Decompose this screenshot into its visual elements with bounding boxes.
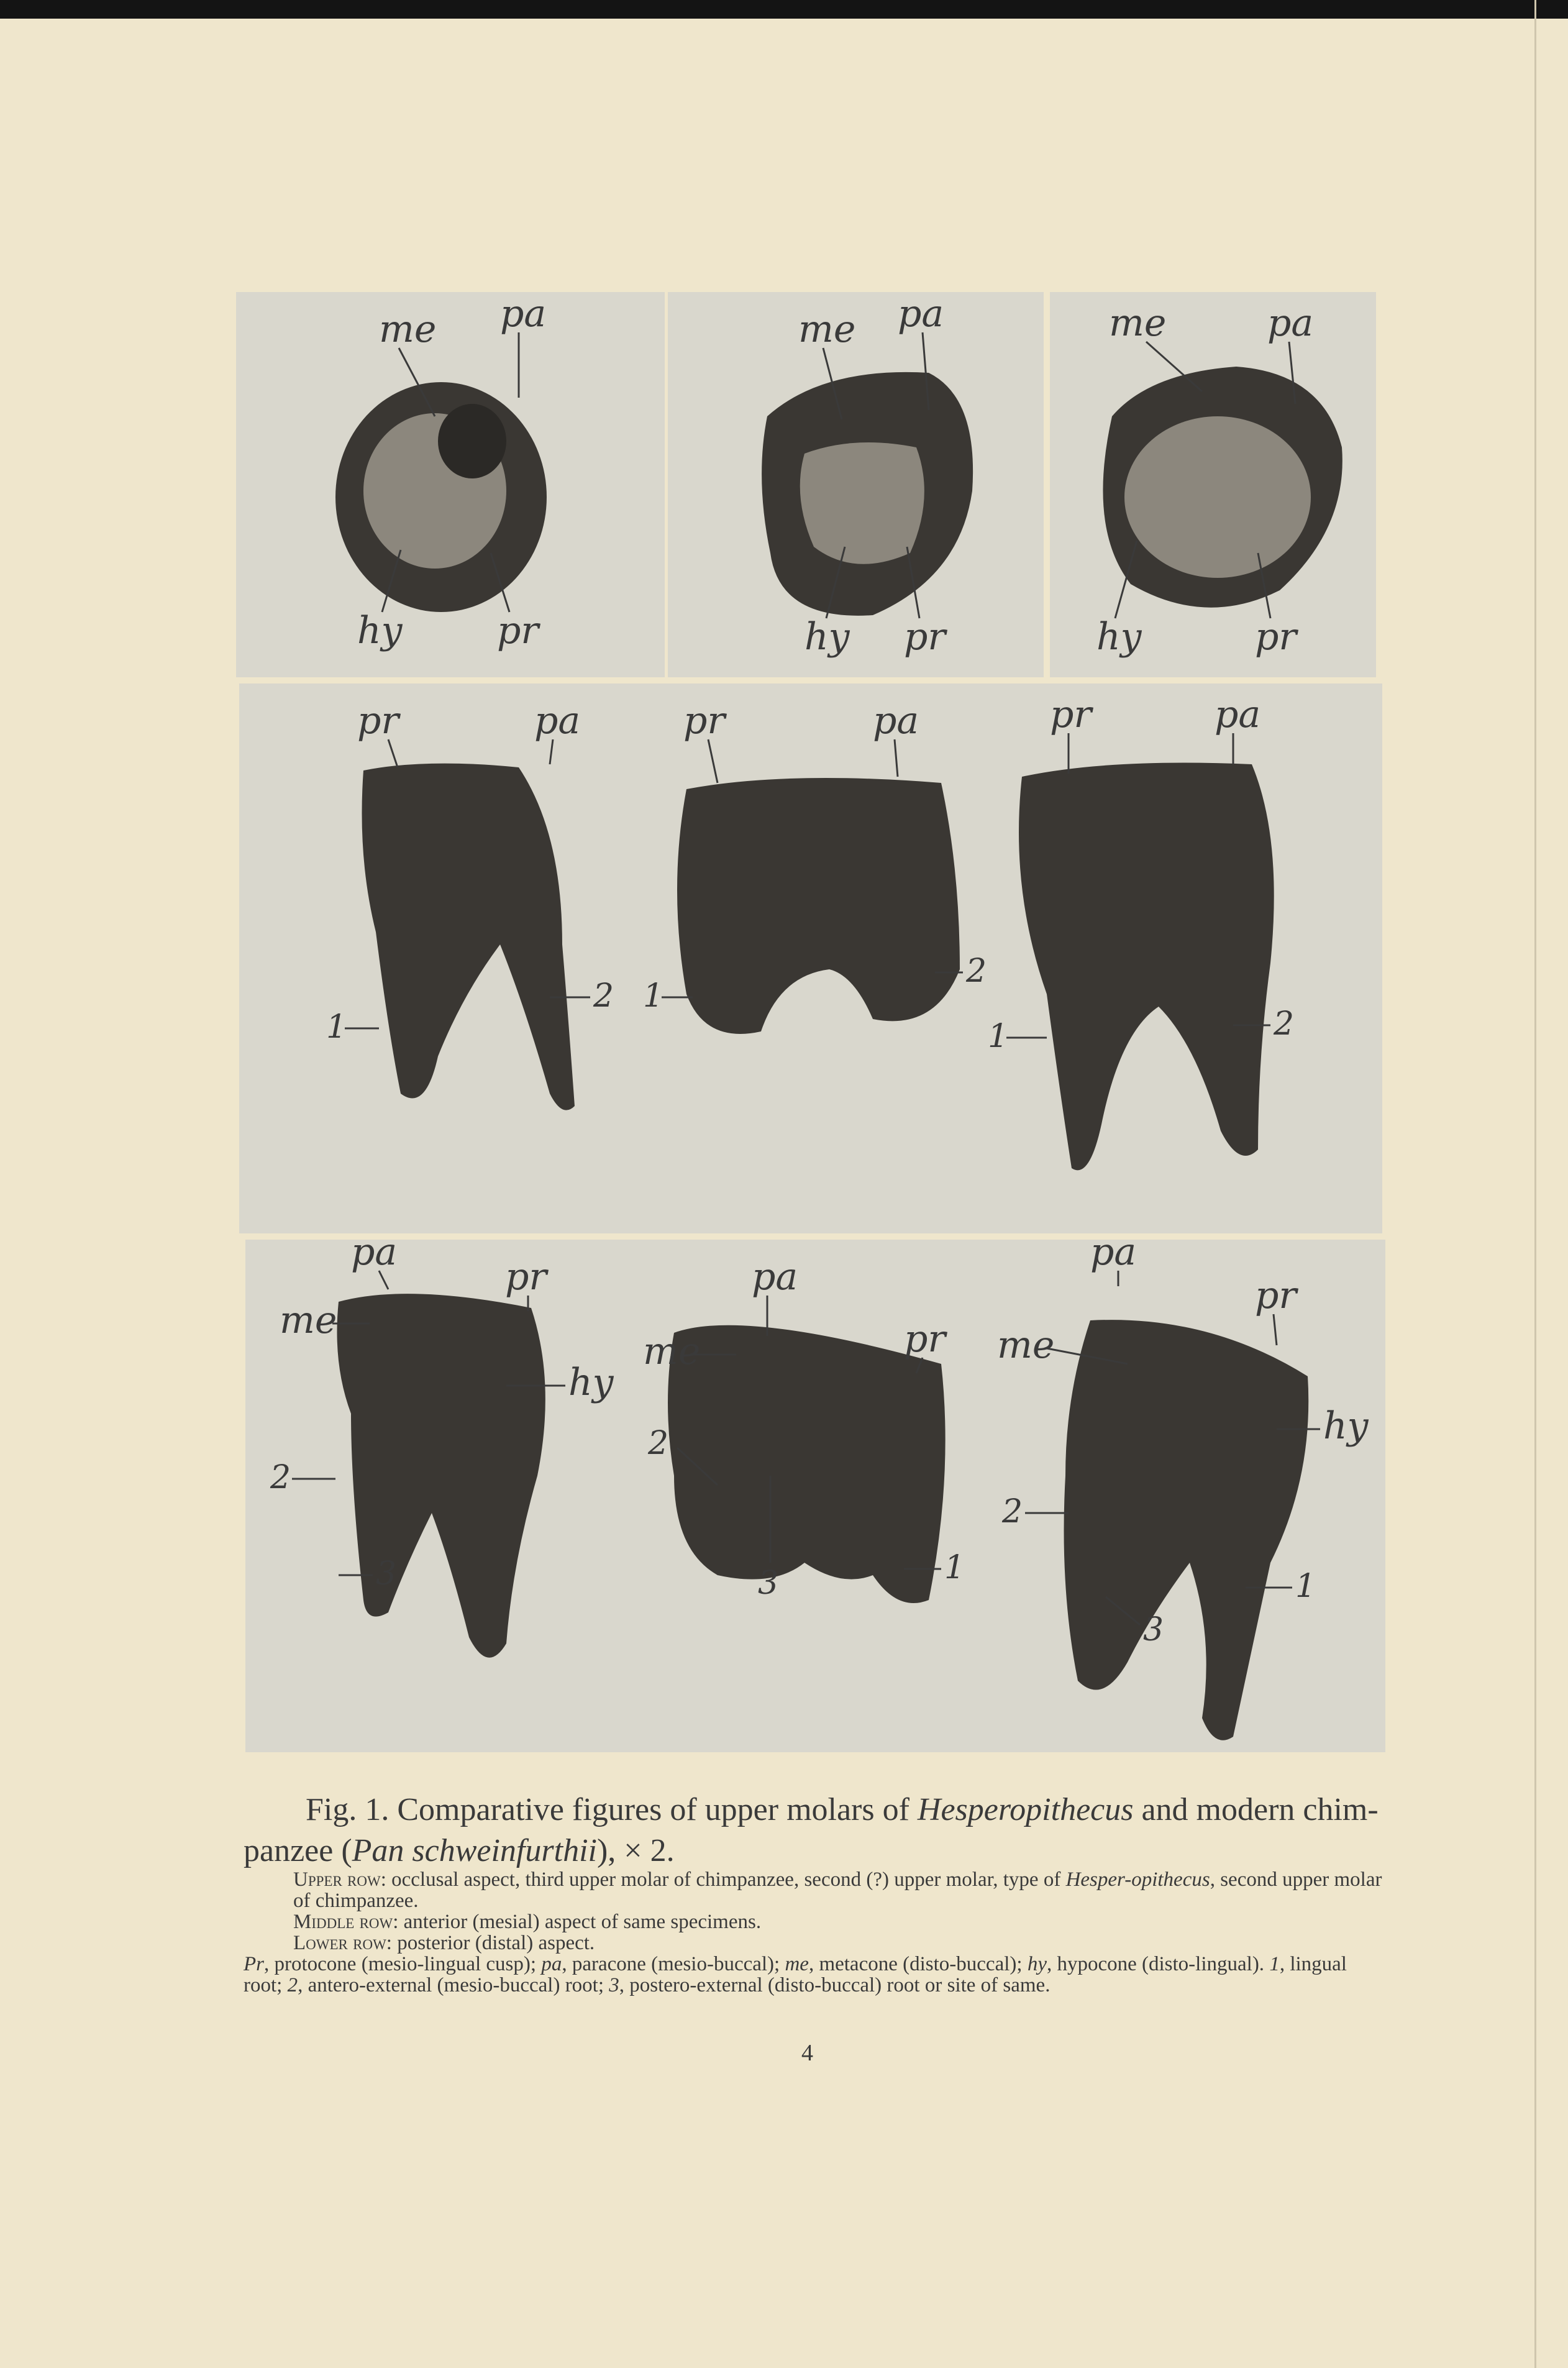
page-top-edge: [0, 0, 1568, 19]
figure-label: Fig. 1.: [306, 1792, 390, 1827]
label-pa: pa: [873, 699, 919, 743]
label-root-2: 2: [593, 977, 614, 1015]
root-2: 2: [287, 1974, 298, 1996]
abbr-hy-text: , hypocone (disto-lingual).: [1046, 1953, 1270, 1975]
label-pr: pr: [1255, 1274, 1297, 1317]
legend-middle-row: [244, 1911, 1387, 1932]
caption-text-2: and modern chim-panzee (: [244, 1792, 1379, 1868]
abbr-pr-text: , protocone (mesio-lingual cusp);: [264, 1953, 542, 1975]
abbr-me-text: , metacone (disto-buccal);: [808, 1953, 1028, 1975]
upper-molar-1-illustration: [236, 292, 665, 677]
label-root-3: 3: [376, 1555, 397, 1593]
label-me: me: [997, 1323, 1055, 1367]
abbr-pa: pa: [541, 1953, 562, 1975]
legend-lower-row-label: Lower row:: [293, 1932, 392, 1954]
label-me: me: [643, 1330, 701, 1373]
caption-species: Pan schweinfurthii: [352, 1833, 597, 1868]
legend-upper-row-text: occlusal aspect, third upper molar of chimpanzee, second (?) upper molar, type of: [386, 1868, 1066, 1891]
label-pa: pa: [500, 292, 547, 336]
legend-lower-row: [244, 1932, 1387, 1954]
label-root-1: 1: [643, 977, 664, 1015]
label-root-3: 3: [1143, 1611, 1164, 1648]
legend-middle-row-label: Middle row:: [293, 1911, 399, 1933]
figure-caption: [244, 1790, 1387, 1872]
label-pr: pr: [357, 699, 399, 743]
label-me: me: [280, 1299, 337, 1342]
middle-row-plate: [239, 683, 1382, 1233]
caption-text-1: Comparative figures of upper molars of: [397, 1792, 918, 1827]
label-me: me: [379, 308, 437, 351]
label-root-1: 1: [988, 1018, 1009, 1055]
caption-genus: Hesperopithecus: [917, 1792, 1134, 1827]
label-pa: pa: [534, 699, 581, 743]
label-me: me: [798, 308, 856, 351]
root-3-text: , postero-external (disto-buccal) root or site of same.: [619, 1974, 1051, 1996]
label-pr: pr: [904, 1317, 946, 1361]
page-fold: [1534, 0, 1536, 2368]
upper-molar-2-illustration: [668, 292, 1044, 677]
legend-upper-row-label: Upper row:: [293, 1868, 386, 1891]
legend-upper-row: [244, 1869, 1387, 1911]
label-pr: pr: [904, 615, 946, 659]
root-1: 1: [1269, 1953, 1280, 1975]
upper-row-plate-3: [1050, 292, 1376, 677]
lower-row-illustration: [245, 1240, 1385, 1752]
label-pa: pa: [898, 292, 944, 336]
legend-lower-row-text: posterior (distal) aspect.: [391, 1932, 595, 1954]
label-pa: pa: [351, 1240, 398, 1274]
label-me: me: [1109, 301, 1167, 345]
lower-row-plate: [245, 1240, 1385, 1752]
upper-row-plate-2: [668, 292, 1044, 677]
label-pa: pa: [1267, 301, 1314, 345]
abbr-pa-text: , paracone (mesio-buccal);: [562, 1953, 785, 1975]
label-hy: hy: [357, 609, 403, 652]
label-pr: pr: [505, 1255, 547, 1299]
label-hy: hy: [568, 1361, 614, 1404]
label-root-2: 2: [966, 953, 987, 990]
label-root-3: 3: [758, 1565, 779, 1602]
root-1-text: , lingual root;: [244, 1953, 1347, 1996]
legend-abbreviations: [244, 1954, 1387, 1996]
label-root-2: 2: [1274, 1005, 1295, 1043]
legend-middle-row-text: anterior (mesial) aspect of same specimens.: [398, 1911, 762, 1933]
page-number: 4: [801, 2040, 813, 2066]
caption-text-3: ), × 2.: [596, 1833, 675, 1868]
label-root-1: 1: [1295, 1568, 1316, 1605]
legend-upper-row-text-2: , second upper molar of chimpanzee.: [293, 1868, 1382, 1912]
label-hy: hy: [805, 615, 850, 659]
middle-row-illustration: [239, 683, 1382, 1233]
legend-upper-row-genus: Hesper-opithecus: [1065, 1868, 1210, 1891]
figure-legend: [244, 1869, 1387, 1996]
label-root-2: 2: [1002, 1493, 1023, 1530]
label-pa: pa: [1090, 1240, 1137, 1274]
abbr-pr: Pr: [244, 1953, 264, 1975]
label-pr: pr: [1050, 693, 1092, 736]
label-pa: pa: [752, 1255, 798, 1299]
label-pa: pa: [1215, 693, 1261, 736]
label-pr: pr: [1255, 615, 1297, 659]
root-2-text: , antero-external (mesio-buccal) root;: [298, 1974, 609, 1996]
label-hy: hy: [1096, 615, 1142, 659]
upper-molar-3-illustration: [1050, 292, 1376, 677]
label-root-1: 1: [944, 1549, 965, 1586]
label-root-2: 2: [270, 1459, 291, 1496]
abbr-hy: hy: [1027, 1953, 1047, 1975]
label-pr: pr: [497, 609, 539, 652]
root-3: 3: [609, 1974, 619, 1996]
label-pr: pr: [683, 699, 726, 743]
label-root-1: 1: [326, 1008, 347, 1046]
abbr-me: me: [785, 1953, 809, 1975]
label-hy: hy: [1323, 1404, 1369, 1448]
upper-row-plate-1: [236, 292, 665, 677]
label-root-2: 2: [648, 1425, 669, 1462]
